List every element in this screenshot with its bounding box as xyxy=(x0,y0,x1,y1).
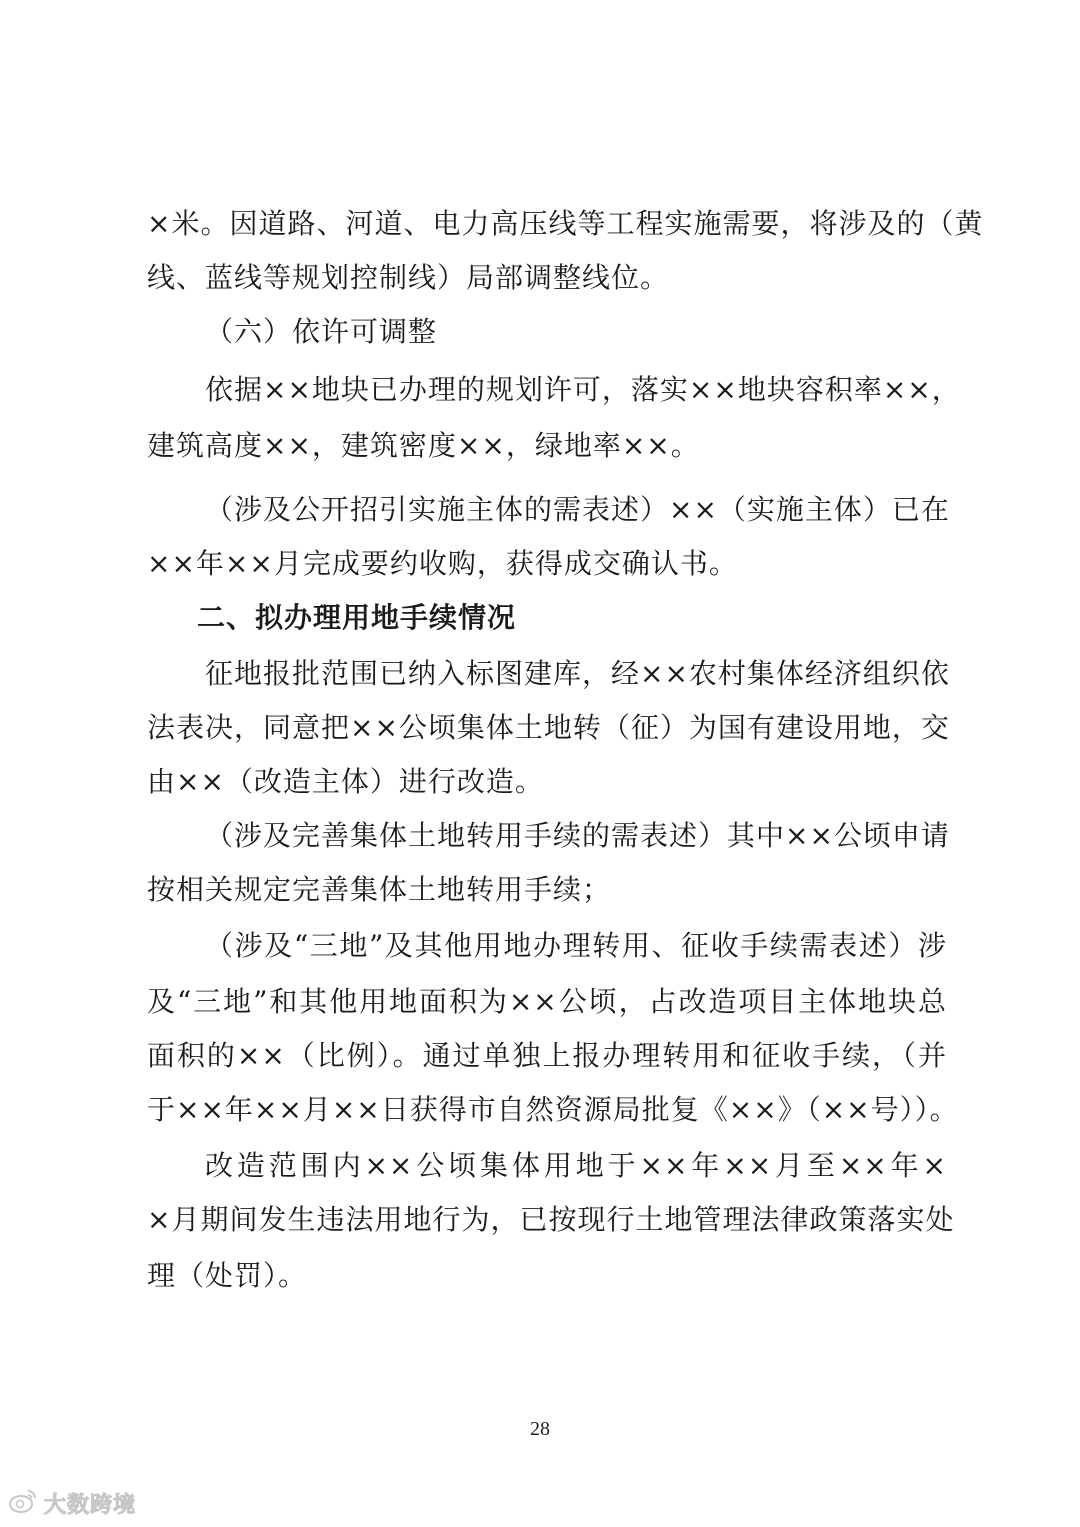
paragraph-line: 建筑高度××，建筑密度××，绿地率××。 xyxy=(147,429,700,462)
watermark-text: 大数跨境 xyxy=(44,1492,137,1518)
paragraph-line: 按相关规定完善集体土地转用手续； xyxy=(147,873,612,906)
paragraph-line: 由××（改造主体）进行改造。 xyxy=(147,765,544,798)
paragraph-line: ×米。因道路、河道、电力高压线等工程实施需要，将涉及的（黄 xyxy=(147,207,984,240)
page-number: 28 xyxy=(530,1418,550,1440)
section-heading: 二、拟办理用地手续情况 xyxy=(197,601,517,634)
paragraph-line: （涉及完善集体土地转用手续的需表述）其中××公顷申请 xyxy=(205,819,950,852)
paragraph-line: 法表决，同意把××公顷集体土地转（征）为国有建设用地，交 xyxy=(147,711,950,744)
paragraph-line: 征地报批范围已纳入标图建库，经××农村集体经济组织依 xyxy=(205,657,950,690)
weibo-logo-icon xyxy=(8,1488,38,1518)
paragraph-line: 线、蓝线等规划控制线）局部调整线位。 xyxy=(147,261,670,294)
watermark xyxy=(8,1488,136,1518)
paragraph-line: 依据××地块已办理的规划许可，落实××地块容积率××， xyxy=(205,373,961,406)
paragraph-line: （涉及公开招引实施主体的需表述）××（实施主体）已在 xyxy=(205,493,950,526)
paragraph-line: （涉及“三地”及其他用地办理转用、征收手续需表述）涉 xyxy=(205,929,947,962)
paragraph-line: 于××年××月××日获得市自然资源局批复《××》（××号））。 xyxy=(147,1093,959,1126)
subheading: （六）依许可调整 xyxy=(205,315,438,348)
paragraph-line: 面积的××（比例）。通过单独上报办理转用和征收手续，（并 xyxy=(147,1039,947,1072)
paragraph-line: 改造范围内××公顷集体用地于××年××月至××年× xyxy=(205,1149,947,1182)
paragraph-line: 理（处罚）。 xyxy=(147,1259,308,1292)
paragraph-line: ×月期间发生违法用地行为，已按现行土地管理法律政策落实处 xyxy=(147,1203,955,1236)
paragraph-line: ××年××月完成要约收购，获得成交确认书。 xyxy=(147,547,738,580)
paragraph-line: 及“三地”和其他用地面积为××公顷，占改造项目主体地块总 xyxy=(147,985,947,1018)
